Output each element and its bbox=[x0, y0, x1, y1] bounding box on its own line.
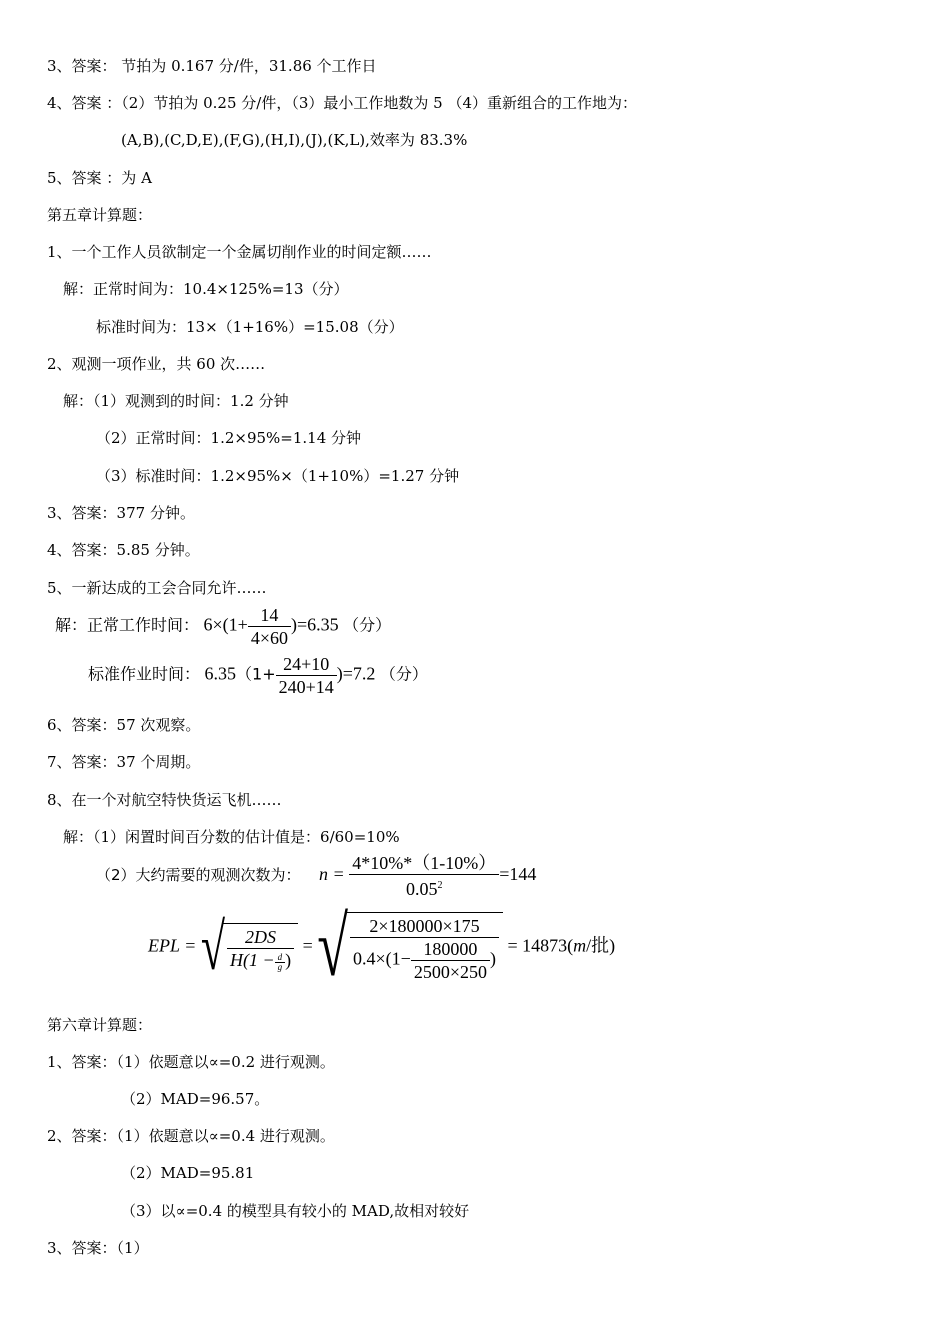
text-line: 7、答案：37 个周期。 bbox=[47, 753, 201, 771]
fraction-numerator: 4*10%*（1-10%） bbox=[349, 852, 499, 875]
fraction-denominator bbox=[349, 875, 499, 900]
text-line: （3）以∝=0.4 的模型具有较小的 MAD,故相对较好 bbox=[121, 1202, 470, 1220]
text-line: 解：正常时间为：10.4×125%=13（分） bbox=[63, 280, 349, 298]
radical-sign-icon: √ bbox=[317, 901, 349, 994]
formula-expr-pre: 6×(1+ bbox=[203, 614, 248, 635]
text-line: (A,B),(C,D,E),(F,G),(H,I),(J),(K,L),效率为 83.3% bbox=[121, 131, 468, 149]
fraction-numerator: 24+10 bbox=[276, 653, 337, 676]
den-part-a: H(1 − bbox=[229, 950, 275, 971]
section-heading: 第六章计算题： bbox=[47, 1016, 153, 1034]
text-line: （2）MAD=96.57。 bbox=[121, 1090, 270, 1108]
formula-expr-post: )=6.35 bbox=[290, 614, 339, 635]
sqrt-left bbox=[200, 910, 298, 984]
small-fraction bbox=[275, 953, 286, 972]
formula-observation-count bbox=[96, 852, 536, 900]
text-line: 6、答案：57 次观察。 bbox=[47, 716, 201, 734]
text-line: 1、答案：（1）依题意以∝=0.2 进行观测。 bbox=[47, 1053, 335, 1071]
text-line: 1、一个工作人员欲制定一个金属切削作业的时间定额…… bbox=[47, 243, 432, 261]
formula-label: 标准作业时间： bbox=[88, 664, 201, 684]
fraction bbox=[227, 926, 294, 971]
text-line: 3、答案：（1） bbox=[47, 1239, 149, 1257]
formula-unit: （分） bbox=[343, 615, 392, 635]
den-part-a: 0.4×(1− bbox=[353, 948, 411, 969]
inner-fraction-numerator: 180000 bbox=[411, 938, 490, 961]
formula-paren: （1+ bbox=[236, 664, 276, 684]
fraction-denominator: 240+14 bbox=[278, 677, 334, 697]
text-line: （2）正常时间：1.2×95%=1.14 分钟 bbox=[96, 429, 362, 447]
text-line: 解：（1）闲置时间百分数的估计值是：6/60=10% bbox=[63, 828, 400, 846]
equals-sign: = bbox=[302, 935, 313, 956]
text-line: 标准时间为：13×（1+16%）=15.08（分） bbox=[96, 318, 404, 336]
fraction-denominator bbox=[227, 949, 294, 971]
fraction-denominator: 4×60 bbox=[250, 628, 288, 648]
text-line: 2、答案：（1）依题意以∝=0.4 进行观测。 bbox=[47, 1127, 335, 1145]
fraction-denominator bbox=[350, 938, 499, 983]
formula-label: 解：正常工作时间： bbox=[55, 615, 200, 635]
formula-label: （2）大约需要的观测次数为： bbox=[96, 866, 301, 885]
fraction-numerator: 14 bbox=[248, 604, 291, 627]
formula-lhs: n = bbox=[319, 864, 345, 885]
inner-fraction bbox=[411, 938, 490, 983]
small-fraction-denominator: g bbox=[277, 961, 283, 972]
denominator-exponent: 2 bbox=[437, 880, 443, 891]
text-line: 5、答案 ：为 A bbox=[47, 169, 152, 187]
fraction bbox=[350, 915, 499, 983]
sqrt-body bbox=[223, 923, 298, 971]
text-line: 4、答案：5.85 分钟。 bbox=[47, 541, 200, 559]
denominator-base: 0.05 bbox=[405, 879, 438, 899]
text-line: 5、一新达成的工会合同允许…… bbox=[47, 579, 267, 597]
text-line: 2、观测一项作业，共 60 次…… bbox=[47, 355, 266, 373]
text-line: 3、答案：377 分钟。 bbox=[47, 504, 195, 522]
fraction bbox=[248, 604, 291, 649]
den-part-b: ) bbox=[285, 950, 292, 971]
text-line: 解：（1）观测到的时间：1.2 分钟 bbox=[63, 392, 289, 410]
sqrt-right bbox=[317, 901, 503, 994]
fraction bbox=[349, 852, 499, 900]
fraction bbox=[276, 653, 337, 698]
den-part-b: ) bbox=[489, 948, 496, 969]
formula-result: = 14873( bbox=[507, 935, 574, 956]
formula-unit-rest: /批) bbox=[586, 935, 616, 956]
text-line: （3）标准时间：1.2×95%×（1+10%）=1.27 分钟 bbox=[96, 467, 460, 485]
fraction-numerator: 2DS bbox=[227, 926, 294, 949]
fraction-numerator: 2×180000×175 bbox=[350, 915, 499, 938]
formula-expr-pre: 6.35 bbox=[204, 663, 237, 684]
text-line: （2）MAD=95.81 bbox=[121, 1164, 255, 1182]
formula-normal-work-time bbox=[55, 604, 391, 649]
formula-standard-work-time bbox=[88, 653, 428, 698]
formula-epl bbox=[148, 901, 616, 994]
text-line: 3、答案： 节拍为 0.167 分/件，31.86 个工作日 bbox=[47, 57, 377, 75]
formula-lhs: EPL = bbox=[148, 935, 197, 956]
formula-expr-post: )=7.2 bbox=[336, 663, 376, 684]
text-line: 8、在一个对航空特快货运飞机…… bbox=[47, 791, 282, 809]
radical-sign-icon: √ bbox=[200, 910, 225, 984]
inner-fraction-denominator: 2500×250 bbox=[413, 962, 487, 982]
sqrt-body bbox=[346, 912, 503, 983]
text-line: 4、答案 ：（2）节拍为 0.25 分/件，（3）最小工作地数为 5 （4）重新组合的工作地为： bbox=[47, 94, 638, 112]
formula-unit-italic: m bbox=[573, 935, 587, 956]
formula-result: =144 bbox=[499, 864, 537, 885]
formula-unit: （分） bbox=[379, 664, 428, 684]
small-fraction-numerator: d bbox=[275, 953, 286, 963]
section-heading: 第五章计算题： bbox=[47, 206, 153, 224]
